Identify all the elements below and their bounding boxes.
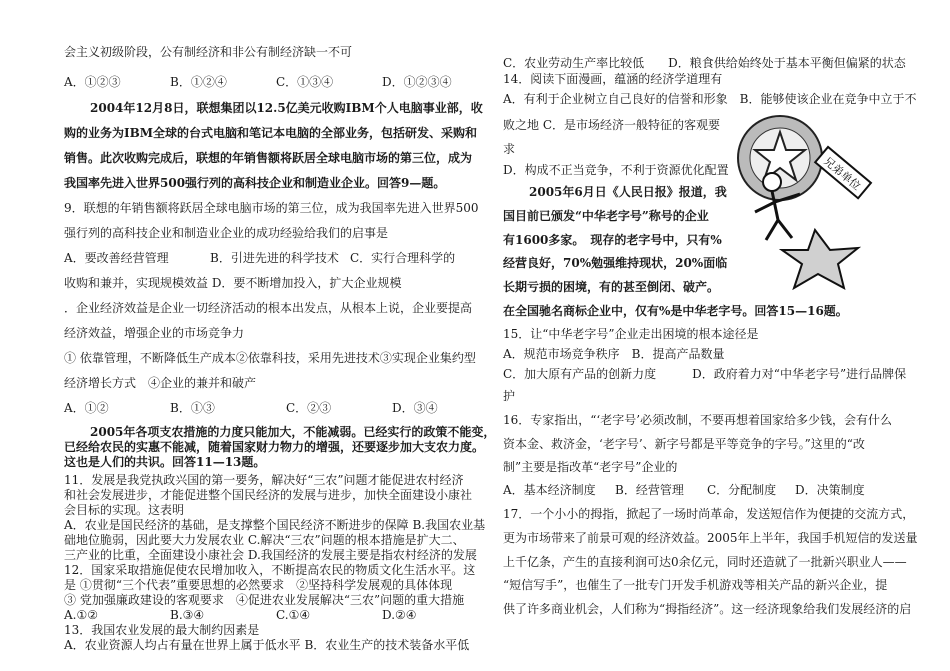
passage-line: 购的业务为IBM全球的台式电脑和笔记本电脑的全部业务，包括研发、采购和: [64, 126, 478, 140]
passage-line: 2004年12月8日，联想集团以12.5亿美元收购IBM个人电脑事业部，收: [90, 101, 483, 115]
passage-line: 国目前已颁发“中华老字号”称号的企业: [503, 209, 709, 223]
passage-line: 有1600多家。 现存的老字号中，只有%: [503, 233, 722, 247]
question-line: 上千亿条，产生的直接利润可达0余亿元，同时还造就了一批新兴职业人——: [503, 555, 907, 569]
option: B．①③: [170, 401, 215, 415]
question-line: 经济效益，增强企业的市场竞争力: [64, 326, 245, 340]
passage-line: 销售。此次收购完成后，联想的年销售额将跃居全球电脑市场的第三位，成为: [64, 151, 473, 165]
question-line: “短信写手”，也催生了一批专门开发手机游戏等相关产品的新兴企业，提: [503, 578, 888, 592]
option: C．②③: [286, 401, 332, 415]
question-line: 收购和兼并，实现规模效益 D．要不断增加投入，扩大企业规模: [64, 276, 402, 290]
question-line: 和社会发展进步，才能促进整个国民经济的发展与进步，加快全面建设小康社: [64, 488, 473, 502]
option: D．③④: [392, 401, 438, 415]
question-line: A．有利于企业树立自己良好的信誉和形象 B．能够使该企业在竞争中立于不: [503, 92, 917, 106]
question-line: 求: [503, 142, 516, 156]
question-line: C．农业劳动生产率比较低 D．粮食供给始终处于基本平衡但偏紧的状态: [503, 56, 906, 70]
passage-line: 2005年6月日《人民日报》报道，我: [529, 185, 727, 199]
passage-line: 已经给农民的实惠不能减，随着国家财力物力的增强，还要逐步加大支农力度。: [64, 440, 485, 454]
option: A．基本经济制度: [503, 483, 596, 497]
option: D．决策制度: [795, 483, 865, 497]
option: C．分配制度: [707, 483, 777, 497]
question-line: 护: [503, 389, 516, 403]
question-line: 11．发展是我党执政兴国的第一要务，解决好“三农”问题才能促进农村经济: [64, 473, 464, 487]
passage-line: 经营良好，70%勉强维持现状，20%面临: [503, 256, 728, 270]
question-line: A．规范市场竞争秩序 B．提高产品数量: [503, 347, 725, 361]
question-line: A．农业资源人均占有量在世界上属于低水平 B．农业生产的技术装备水平低: [64, 638, 470, 652]
question-line: 更为市场带来了前景可观的经济效益。2005年上半年，我国手机短信的发送量: [503, 531, 918, 545]
question-line: ① 依靠管理，不断降低生产成本②依靠科技，采用先进技术③实现企业集约型: [64, 351, 476, 365]
question-line: C．加大原有产品的创新力度 D．政府着力对“中华老字号”进行品牌保: [503, 367, 907, 381]
option: D．①②③④: [382, 75, 452, 89]
passage-line: 这也是人们的共识。回答11—13题。: [64, 455, 266, 469]
question-line: 资本金、救济金，‘老字号’、新字号都是平等竞争的字号。”这里的“改: [503, 437, 865, 451]
question-line: 12．国家采取措施促使农民增加收入，不断提高农民的物质文化生活水平。这: [64, 563, 476, 577]
question-line: ③ 党加强廉政建设的客观要求 ④促进农业发展解决“三农”问题的重大措施: [64, 593, 465, 607]
question-line: D．构成不正当竞争，不利于资源优化配置: [503, 163, 729, 177]
question-line: ．企业经济效益是企业一切经济活动的根本出发点，从根本上说，企业要提高: [64, 301, 473, 315]
option: B.③④: [170, 608, 205, 622]
option: C．实行合理科学的: [350, 251, 456, 265]
option: A．①②: [64, 401, 109, 415]
option: A.①②: [64, 608, 98, 622]
option: C.①④: [276, 608, 311, 622]
question-line: 础地位脆弱，因此要大力发展农业 C.解决“三农”问题的根本措施是扩大二、: [64, 533, 465, 547]
question-line: 是 ①贯彻“三个代表”重要思想的必然要求 ②坚持科学发展观的具体体现: [64, 578, 453, 592]
question-line: 三产业的比重，全面建设小康社会 D.我国经济的发展主要是指农村经济的发展: [64, 548, 477, 562]
question-line: 16．专家指出，“‘老字号’必须改制，不要再想着国家给多少钱，会有什么: [503, 413, 893, 427]
option: C．①③④: [276, 75, 334, 89]
question-line: 经济增长方式 ④企业的兼并和破产: [64, 376, 257, 390]
question-line: 13．我国农业发展的最大制约因素是: [64, 623, 260, 637]
option: A．①②③: [64, 75, 121, 89]
text-line: 会主义初级阶段，公有制经济和非公有制经济缺一不可: [64, 45, 353, 59]
question-line: 制”主要是指改革“老字号”企业的: [503, 460, 678, 474]
question-line: 9．联想的年销售额将跃居全球电脑市场的第三位，成为我国率先进入世界500: [64, 201, 479, 215]
option: D.②④: [382, 608, 417, 622]
passage-line: 2005年各项支农措施的力度只能加大，不能减弱。已经实行的政策不能变，: [90, 425, 496, 439]
option: B．引进先进的科学技术: [210, 251, 339, 265]
question-line: 强行列的高科技企业和制造业企业的成功经验给我们的启事是: [64, 226, 389, 240]
option: A．要改善经营管理: [64, 251, 169, 265]
option: B．①②④: [170, 75, 227, 89]
passage-line: 长期亏损的困境，有的甚至倒闭、破产。: [503, 280, 720, 294]
passage-line: 在全国驰名商标企业中，仅有%是中华老字号。回答15—16题。: [503, 304, 848, 318]
question-line: 14．阅读下面漫画，蕴涵的经济学道理有: [503, 72, 723, 86]
question-line: 供了许多商业机会，人们称为“拇指经济”。这一经济现象给我们发展经济的启: [503, 602, 912, 616]
question-line: A．农业是国民经济的基础，是支撑整个国民经济不断进步的保障 B.我国农业基: [64, 518, 486, 532]
cartoon-illustration: [720, 110, 880, 290]
question-line: 会目标的实现。这表明: [64, 503, 185, 517]
question-line: 败之地 C．是市场经济一般特征的客观要: [503, 118, 720, 132]
question-line: 15．让“中华老字号”企业走出困境的根本途径是: [503, 327, 759, 341]
passage-line: 我国率先进入世界500强行列的高科技企业和制造业企业。回答9—题。: [64, 176, 446, 190]
option: B．经营管理: [615, 483, 684, 497]
question-line: 17．一个小小的拇指，掀起了一场时尚革命，发送短信作为便捷的交流方式，: [503, 507, 915, 521]
cartoon-label: 兄弟单位: [821, 154, 864, 193]
